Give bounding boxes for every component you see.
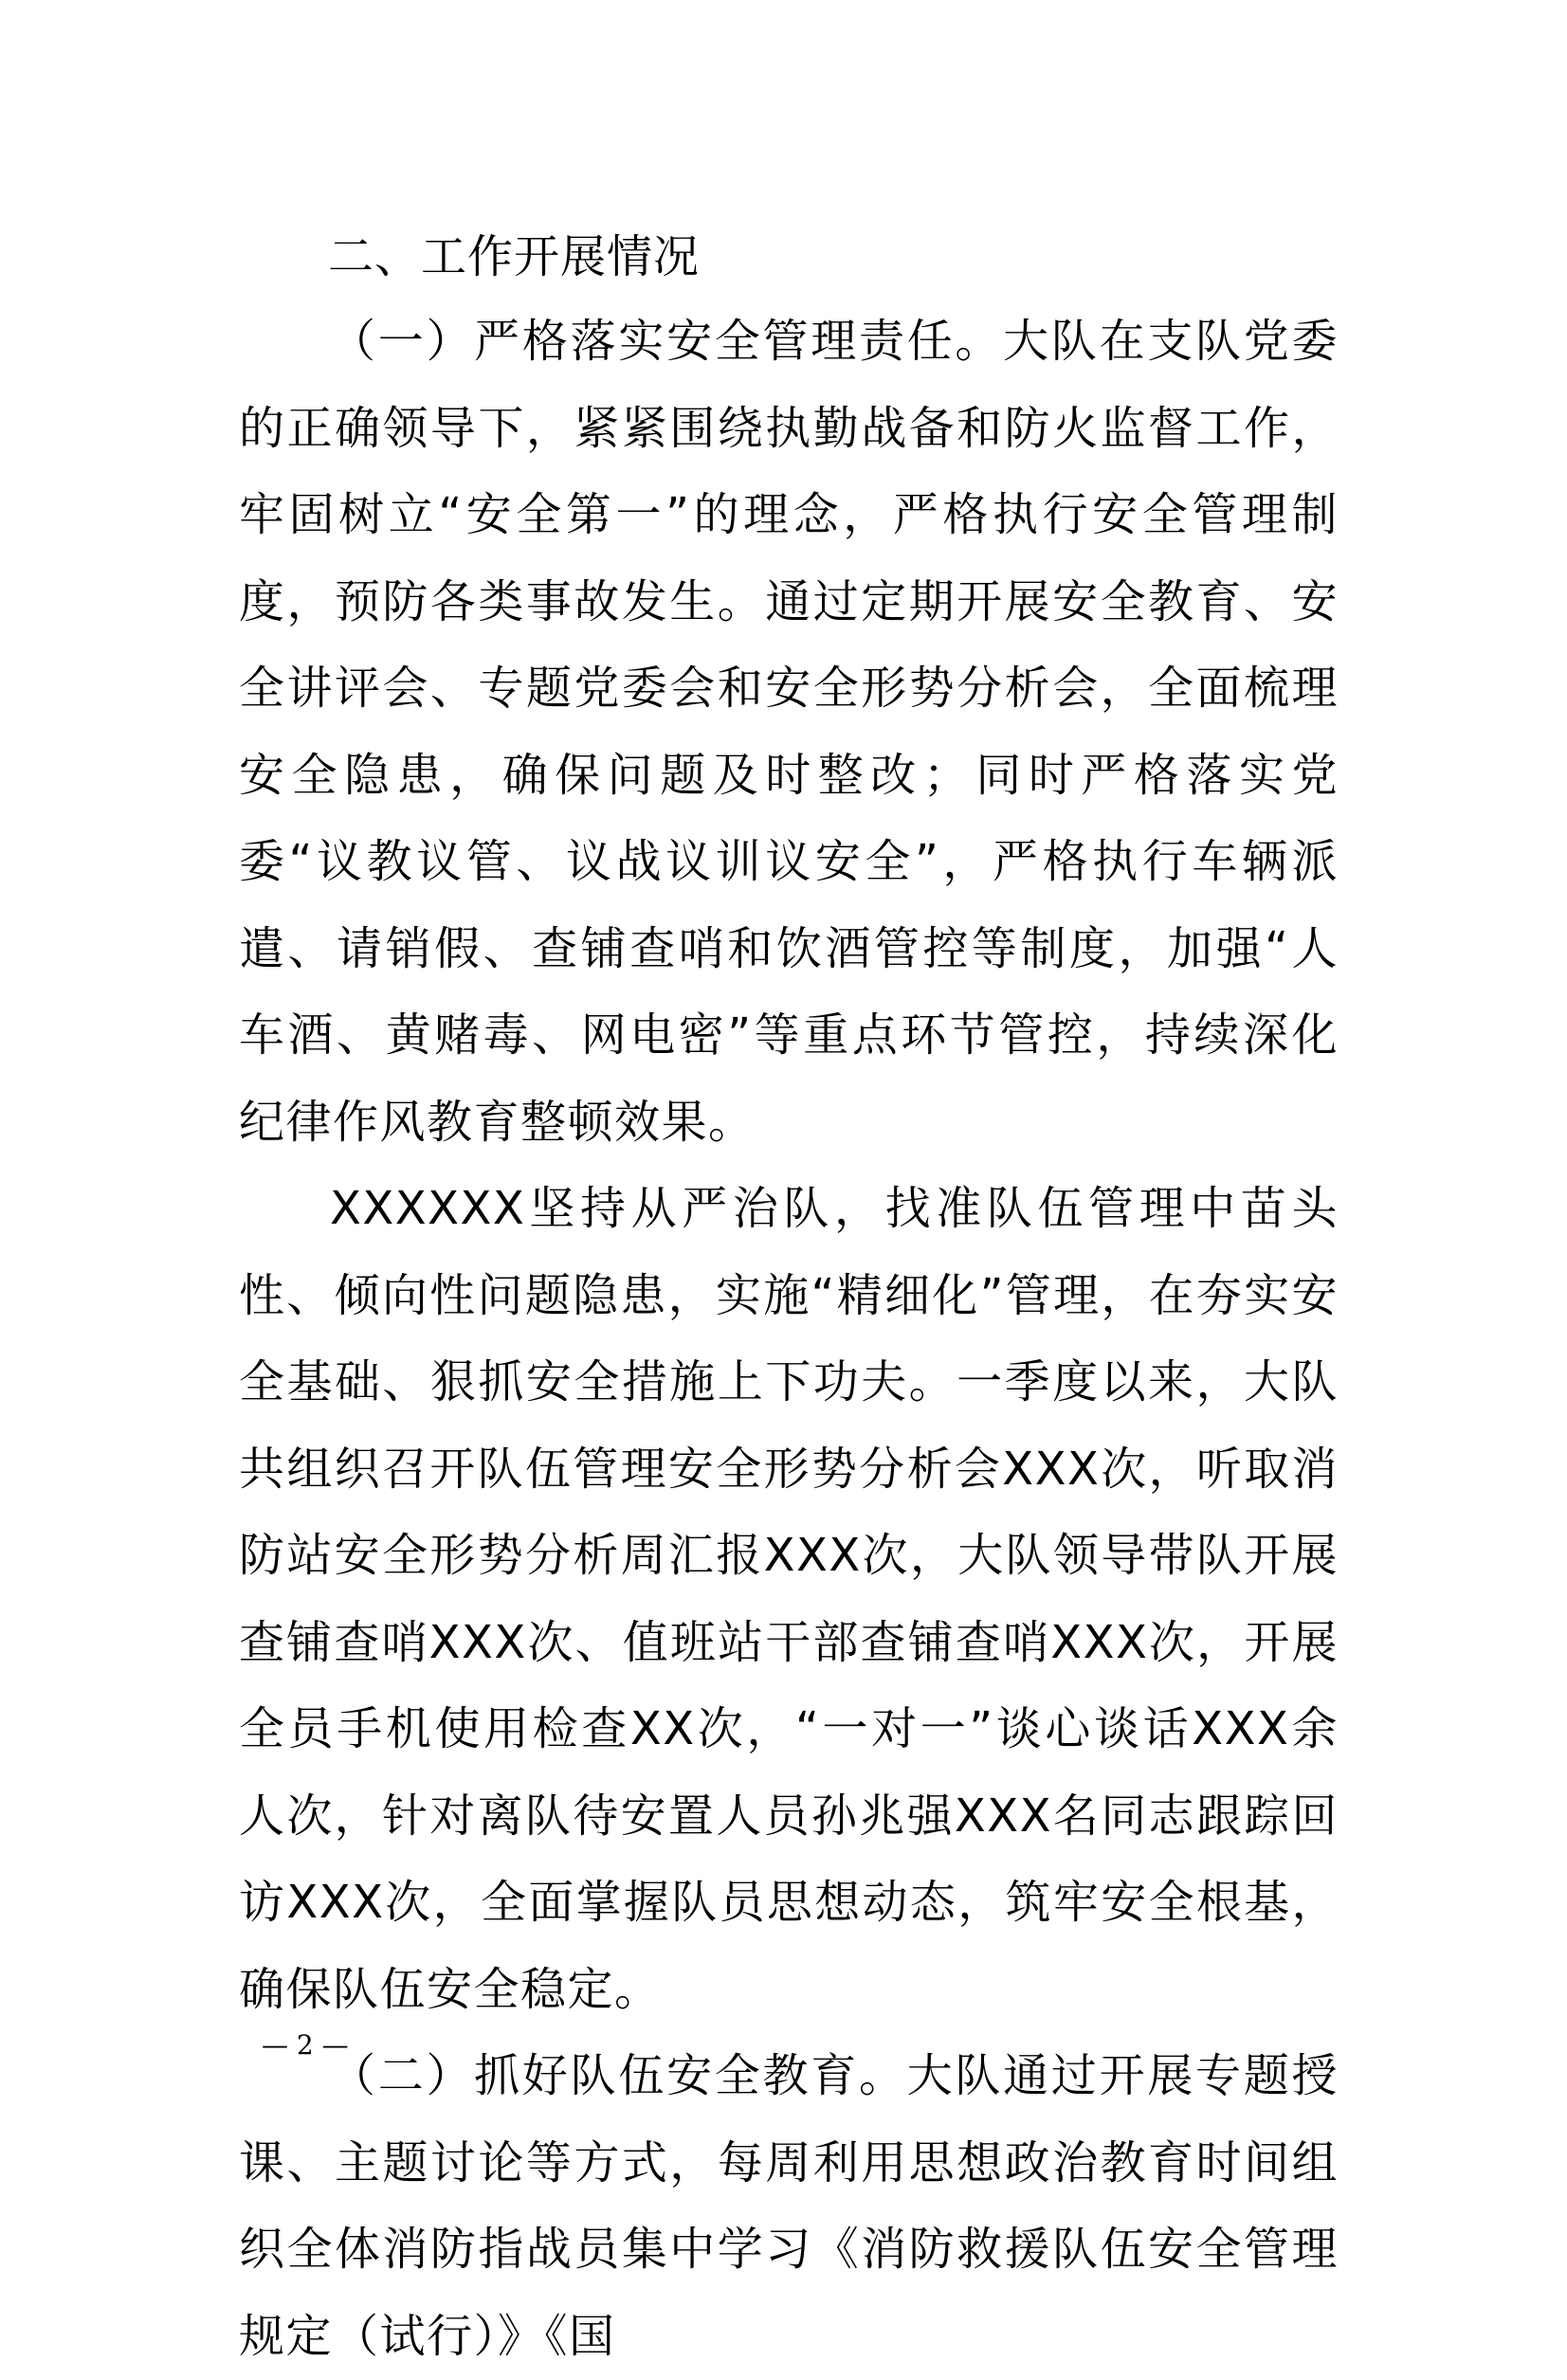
page-number: — 2 —: [262, 2029, 349, 2061]
document-body: [239, 215, 1339, 2380]
paragraph-1: （一）严格落实安全管理责任。大队在支队党委的正确领导下，紧紧围绕执勤战备和防火监督工作，牢固树立“安全第一”的理念，严格执行安全管理制度，预防各类事故发生。通过定期开展安全教育、安全讲评会、专题党委会和安全形势分析会，全面梳理安全隐患，确保问题及时整改；同时严格落实党委“议教议管、议战议训议安全”，严格执行车辆派遣、请销假、查铺查哨和饮酒管控等制度，加强“人车酒、黄赌毒、网电密”等重点环节管控，持续深化纪律作风教育整顿效果。: [239, 315, 1339, 1149]
paragraph-3: （二）抓好队伍安全教育。大队通过开展专题授课、主题讨论等方式，每周利用思想政治教育时间组织全体消防指战员集中学习《消防救援队伍安全管理规定（试行）》《国: [239, 2049, 1339, 2363]
section-heading: 二、工作开展情况: [328, 230, 701, 283]
paragraph-2: XXXXXX坚持从严治队，找准队伍管理中苗头性、倾向性问题隐患，实施“精细化”管理，在夯实安全基础、狠抓安全措施上下功夫。一季度以来，大队共组织召开队伍管理安全形势分析会XXX次，听取消防站安全形势分析周汇报XXX次，大队领导带队开展查铺查哨XXX次、值班站干部查铺查哨XXX次，开展全员手机使用检查XX次，“一对一”谈心谈话XXX余人次，针对离队待安置人员孙兆强XXX名同志跟踪回访XXX次，全面掌握队员思想动态，筑牢安全根基，确保队伍安全稳定。: [239, 1182, 1339, 2016]
